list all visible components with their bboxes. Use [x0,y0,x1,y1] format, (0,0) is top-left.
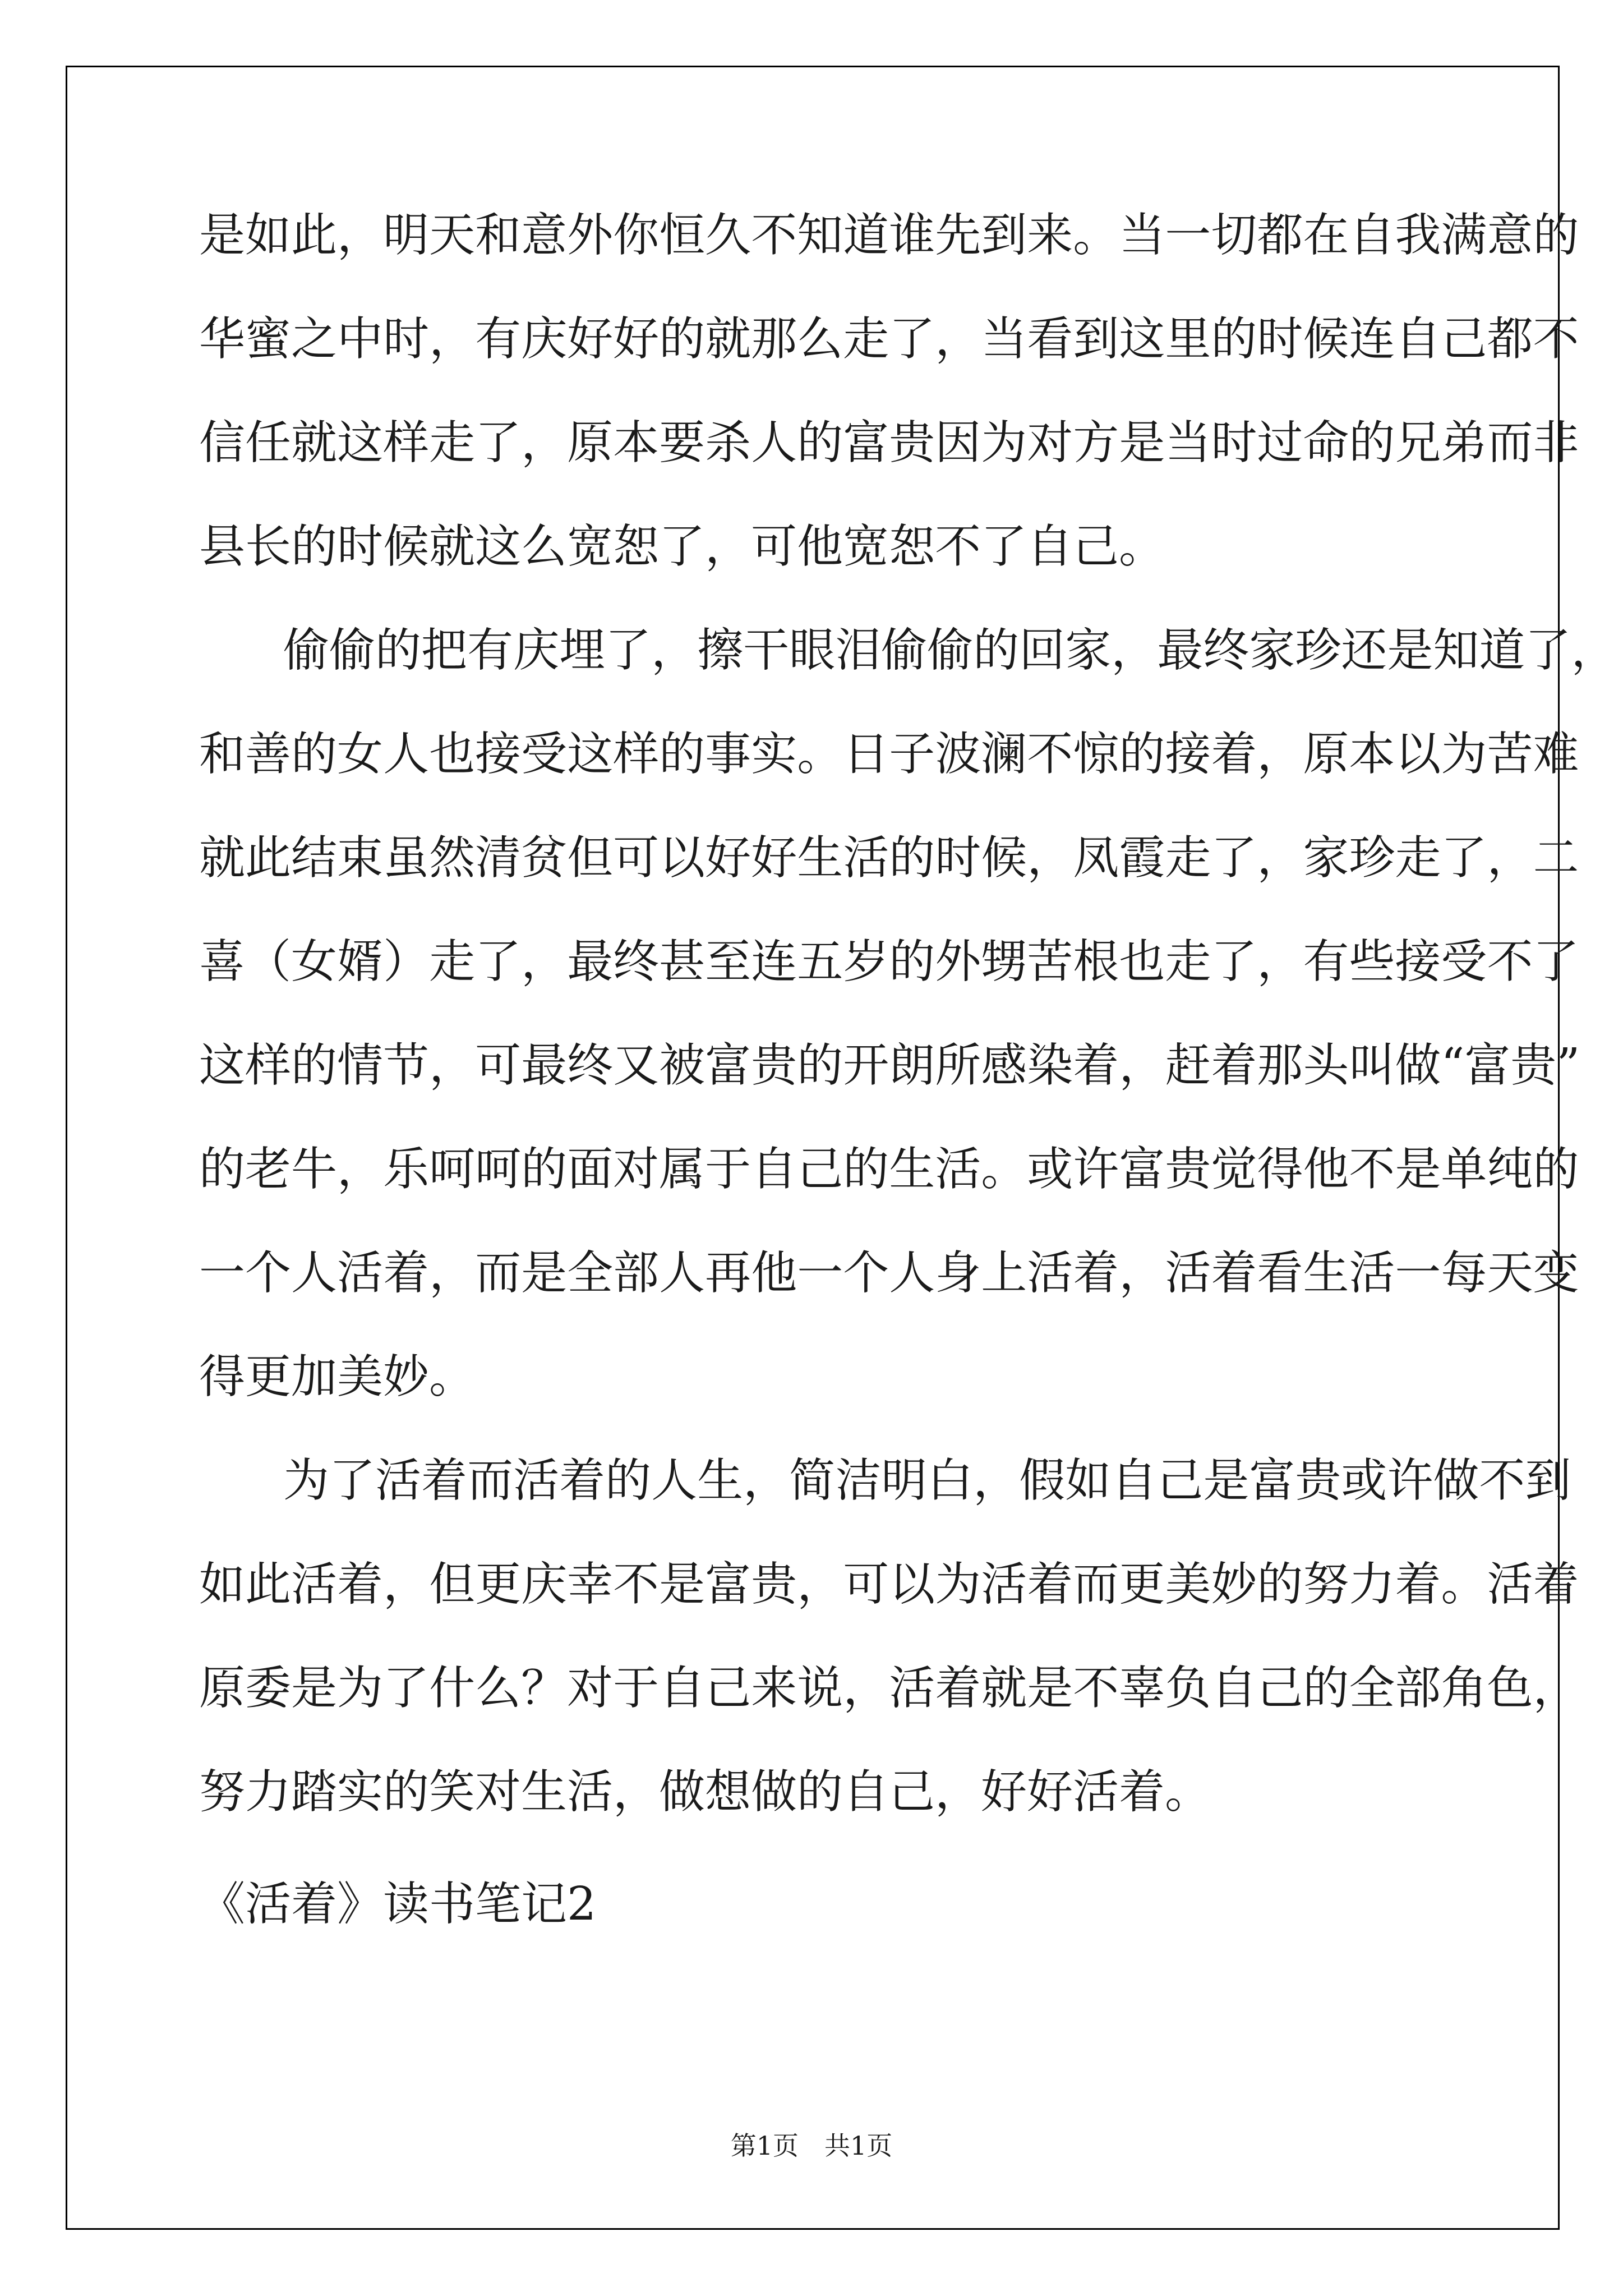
text-line: 一 个 人 活 着 ， 而 是 全 部 人 再 他 一 个 人 身 上 活 着 ， 活 着 看 生 活 一 每 天 变 [199,1246,1579,1300]
text-line: 偷 偷 的 把 有 庆 埋 了 ， 擦 干 眼 泪 偷 偷 的 回 家 ， 最 终 家 珍 还 是 知 道 了 ， [283,624,1617,677]
text-line: 如 此 活 着 ， 但 更 庆 幸 不 是 富 贵 ， 可 以 为 活 着 而 更 美 妙 的 努 力 着 。 活 着 [199,1558,1579,1611]
document-body [199,208,1617,1932]
text-line: 得更加美妙。 [199,1350,476,1404]
page-number-footer: 第1页 共1页 [730,2131,893,2161]
text-line: 努力踏实的笑对生活，做想做的自己，好好活着。 [199,1765,1211,1819]
text-line: 这 样 的 情 节 ， 可 最 终 又 被 富 贵 的 开 朗 所 感 染 着 ， 赶 着 那 头 叫 做 “ 富 贵 ” [199,1039,1580,1092]
text-line: 和 善 的 女 人 也 接 受 这 样 的 事 实 。 日 子 波 澜 不 惊 的 接 着 ， 原 本 以 为 苦 难 [199,728,1579,781]
text-line: 喜 （ 女 婿 ） 走 了 ， 最 终 甚 至 连 五 岁 的 外 甥 苦 根 也 走 了 ， 有 些 接 受 不 了 [199,935,1579,988]
text-line: 华 蜜 之 中 时 ， 有 庆 好 好 的 就 那 么 走 了 ， 当 看 到 这 里 的 时 候 连 自 己 都 不 [199,312,1579,366]
text-line: 县长的时候就这么宽恕了，可他宽恕不了自己。 [199,520,1165,573]
text-line: 原 委 是 为 了 什 么 ？ 对 于 自 己 来 说 ， 活 着 就 是 不 辜 负 自 己 的 全 部 角 色 ， [199,1662,1579,1715]
text-line: 就 此 结 束 虽 然 清 贫 但 可 以 好 好 生 活 的 时 候 ， 凤 霞 走 了 ， 家 珍 走 了 ， 二 [199,831,1579,885]
text-line: 信 任 就 这 样 走 了 ， 原 本 要 杀 人 的 富 贵 因 为 对 方 是 当 时 过 命 的 兄 弟 而 非 [199,416,1579,470]
text-line: 为 了 活 着 而 活 着 的 人 生 ， 简 洁 明 白 ， 假 如 自 己 是 富 贵 或 许 做 不 到 [283,1454,1571,1507]
section-heading: 《活着》读书笔记2 [199,1878,597,1931]
text-line: 的 老 牛 ， 乐 呵 呵 的 面 对 属 于 自 己 的 生 活 。 或 许 富 贵 觉 得 他 不 是 单 纯 的 [199,1143,1579,1196]
text-line: 是 如 此 ， 明 天 和 意 外 你 恒 久 不 知 道 谁 先 到 来 。 当 一 切 都 在 自 我 满 意 的 [199,209,1579,262]
